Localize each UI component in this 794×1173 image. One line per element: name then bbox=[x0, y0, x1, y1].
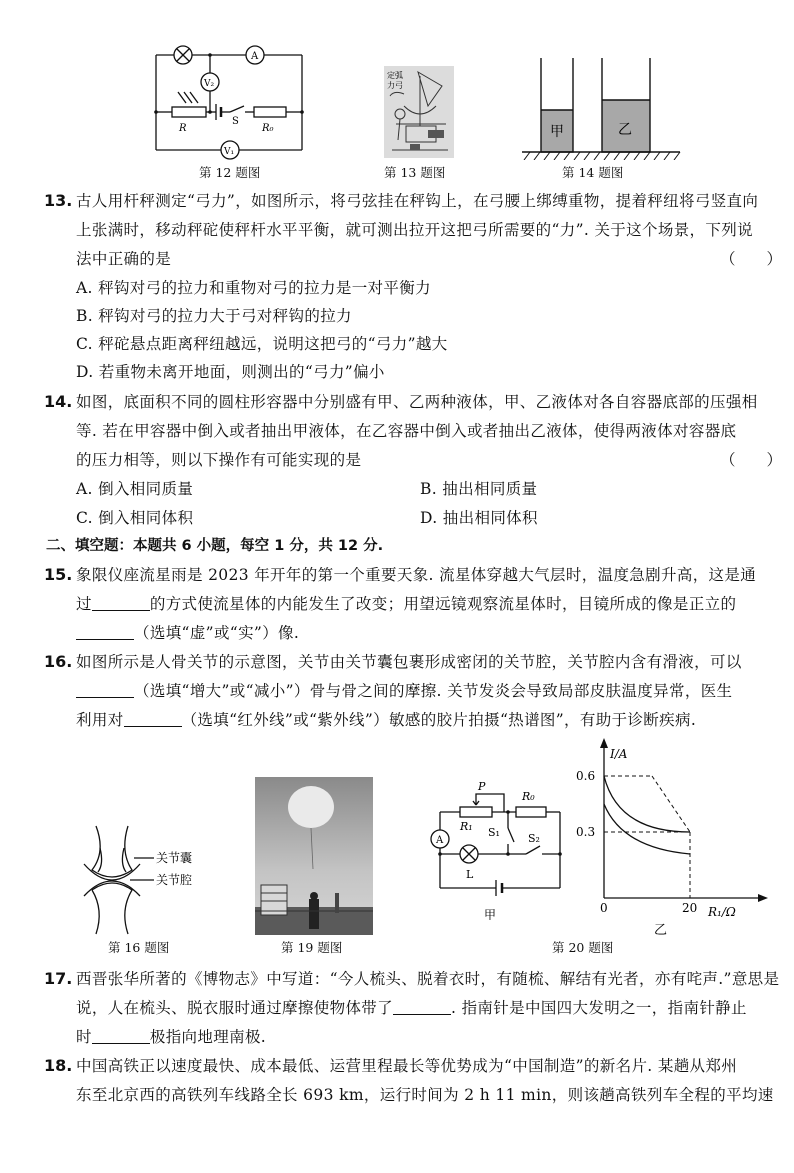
circuit-jia-label: 甲 bbox=[484, 908, 497, 920]
q16-line-2 bbox=[76, 681, 772, 701]
section-2-heading: 二、填空题：本题共 6 小题，每空 1 分，共 12 分. bbox=[46, 538, 384, 554]
figure-13-illustration bbox=[384, 66, 454, 158]
q18-line-2: 东至北京西的高铁列车线路全长 693 km，运行时间为 2 h 11 min，则该趟高铁列车全程的平均速 bbox=[76, 1086, 774, 1104]
q17-line-3 bbox=[76, 1027, 772, 1047]
figure-13-text1: 定弧 bbox=[387, 71, 403, 80]
r0-label: R₀ bbox=[262, 123, 274, 134]
balloon-shape bbox=[288, 786, 334, 828]
q14-option-a: A. 倒入相同质量 bbox=[76, 480, 194, 498]
s1-label: S₁ bbox=[488, 826, 500, 839]
y-axis-arrow bbox=[600, 738, 608, 748]
figure-14-caption: 第 14 题图 bbox=[562, 165, 624, 180]
r1-label: R₁ bbox=[460, 820, 473, 833]
q17-line-2-end: . 指南针是中国四大发明之一，指南针静止 bbox=[451, 999, 747, 1017]
q15-line-3-text: （选填“虚”或“实”）像. bbox=[134, 624, 300, 642]
lamp-l-label: L bbox=[466, 868, 474, 881]
q18-line-1: 中国高铁正以速度最快、成本最低、运营里程最长等优势成为“中国制造”的新名片. 某趟从郑州 bbox=[76, 1057, 738, 1075]
graph-xlabel: R₁/Ω bbox=[708, 905, 736, 919]
q14-option-d: D. 抽出相同体积 bbox=[420, 509, 538, 527]
v2-label: V₂ bbox=[204, 79, 215, 89]
q17-blank-1[interactable] bbox=[393, 999, 451, 1015]
figure-20-graph bbox=[574, 736, 770, 940]
q15-line-2 bbox=[76, 594, 772, 614]
graph-curve-lower bbox=[604, 804, 690, 854]
q13-number: 13. bbox=[44, 191, 73, 210]
ammeter-label: A bbox=[251, 51, 259, 62]
label-joint-capsule: 关节囊 bbox=[156, 851, 193, 865]
r0-label-fig20: R₀ bbox=[522, 790, 535, 803]
figure-13-text2: 力弓 bbox=[387, 81, 403, 90]
q14-answer-paren: （ ） bbox=[720, 451, 783, 469]
graph-ytick-03: 0.3 bbox=[576, 825, 596, 839]
figure-20-circuit bbox=[424, 778, 572, 920]
q16-line-3-end: （选填“红外线”或“紫外线”）敏感的胶片拍摄“热谱图”，有助于诊断疾病. bbox=[181, 711, 697, 729]
figure-19-photo bbox=[255, 777, 373, 935]
q13-option-d: D. 若重物未离开地面，则测出的“弓力”偏小 bbox=[76, 363, 385, 381]
q16-line-1: 如图所示是人骨关节的示意图，关节由关节囊包裹形成密闭的关节腔，关节腔内含有滑液，可以 bbox=[76, 653, 742, 671]
q14-option-b: B. 抽出相同质量 bbox=[420, 480, 538, 498]
figure-16-joint bbox=[76, 824, 216, 936]
s-label: S bbox=[232, 116, 239, 127]
graph-ylabel: I/A bbox=[610, 747, 628, 761]
q14-line-1: 如图，底面积不同的圆柱形容器中分别盛有甲、乙两种液体，甲、乙液体对各自容器底部的压强相 bbox=[76, 393, 758, 411]
q17-blank-2[interactable] bbox=[92, 1028, 150, 1044]
q16-line-3-start: 利用对 bbox=[76, 711, 124, 729]
q13-line-2: 上张满时，移动秤砣使秤杆水平平衡，就可测出拉开这把弓所需要的“力”. 关于这个场景，下列说 bbox=[76, 221, 753, 239]
q16-number: 16. bbox=[44, 652, 73, 671]
q15-line-1: 象限仪座流星雨是 2023 年开年的第一个重要天象. 流星体穿越大气层时，温度急剧升高，这是通 bbox=[76, 566, 757, 584]
q16-blank-1[interactable] bbox=[76, 682, 134, 698]
q13-line-1: 古人用杆秤测定“弓力”，如图所示，将弓弦挂在秤钩上，在弓腰上绑缚重物，提着秤纽将弓竖直向 bbox=[76, 192, 759, 210]
q13-line-3: 法中正确的是 bbox=[76, 250, 172, 268]
q17-line-1: 西晋张华所著的《博物志》中写道：“今人梳头、脱着衣时，有随梳、解结有光者，亦有咤声.”意思是 bbox=[76, 970, 780, 988]
q13-option-a: A. 秤钩对弓的拉力和重物对弓的拉力是一对平衡力 bbox=[76, 279, 431, 297]
figure-19-caption: 第 19 题图 bbox=[281, 940, 343, 955]
graph-ytick-06: 0.6 bbox=[576, 769, 596, 783]
x-axis-arrow bbox=[758, 894, 768, 902]
figure-16-caption: 第 16 题图 bbox=[108, 940, 170, 955]
q17-line-2-start: 说，人在梳头、脱衣服时通过摩擦使物体带了 bbox=[76, 999, 394, 1017]
figure-12-circuit bbox=[150, 40, 310, 165]
q13-option-b: B. 秤钩对弓的拉力大于弓对秤钩的拉力 bbox=[76, 307, 352, 325]
graph-xtick-20: 20 bbox=[682, 901, 698, 915]
q16-line-3 bbox=[76, 710, 772, 730]
q17-number: 17. bbox=[44, 969, 73, 988]
q17-line-3-end: 极指向地理南极. bbox=[149, 1028, 267, 1046]
label-jia: 甲 bbox=[550, 124, 564, 140]
r-label: R bbox=[179, 123, 187, 134]
s2-label: S₂ bbox=[528, 832, 540, 845]
q15-blank-1[interactable] bbox=[92, 595, 150, 611]
figure-13-drawing bbox=[384, 66, 454, 158]
graph-xtick-0: 0 bbox=[600, 901, 608, 915]
q17-line-2 bbox=[76, 998, 772, 1018]
q16-line-2-text: （选填“增大”或“减小”）骨与骨之间的摩擦. 关节发炎会导致局部皮肤温度异常，医生 bbox=[134, 682, 733, 700]
q13-option-c: C. 秤砣悬点距离秤纽越远，说明这把弓的“弓力”越大 bbox=[76, 335, 448, 353]
figure-12-caption: 第 12 题图 bbox=[199, 165, 261, 180]
figure-13-caption: 第 13 题图 bbox=[384, 165, 446, 180]
ammeter-a-label: A bbox=[436, 835, 444, 846]
q13-answer-paren: （ ） bbox=[720, 250, 783, 268]
q15-blank-2[interactable] bbox=[76, 624, 134, 640]
q14-line-2: 等. 若在甲容器中倒入或者抽出甲液体，在乙容器中倒入或者抽出乙液体，使得两液体对容器底 bbox=[76, 422, 737, 440]
q17-line-3-start: 时 bbox=[76, 1028, 92, 1046]
q14-line-3: 的压力相等，则以下操作有可能实现的是 bbox=[76, 451, 362, 469]
q18-number: 18. bbox=[44, 1056, 73, 1075]
q15-line-2-end: 的方式使流星体的内能发生了改变；用望远镜观察流星体时，目镜所成的像是正立的 bbox=[149, 595, 737, 613]
q14-number: 14. bbox=[44, 392, 73, 411]
q15-line-3 bbox=[76, 623, 772, 643]
graph-yi-label: 乙 bbox=[654, 923, 668, 938]
q15-line-2-start: 过 bbox=[76, 595, 92, 613]
figure-14-containers bbox=[522, 56, 682, 160]
label-joint-cavity: 关节腔 bbox=[156, 873, 193, 887]
figure-20-caption: 第 20 题图 bbox=[552, 940, 614, 955]
slider-p-label: P bbox=[478, 780, 486, 793]
q15-number: 15. bbox=[44, 565, 73, 584]
label-yi: 乙 bbox=[618, 122, 632, 138]
q14-option-c: C. 倒入相同体积 bbox=[76, 509, 194, 527]
q16-blank-2[interactable] bbox=[124, 711, 182, 727]
v1-label: V₁ bbox=[224, 147, 235, 157]
